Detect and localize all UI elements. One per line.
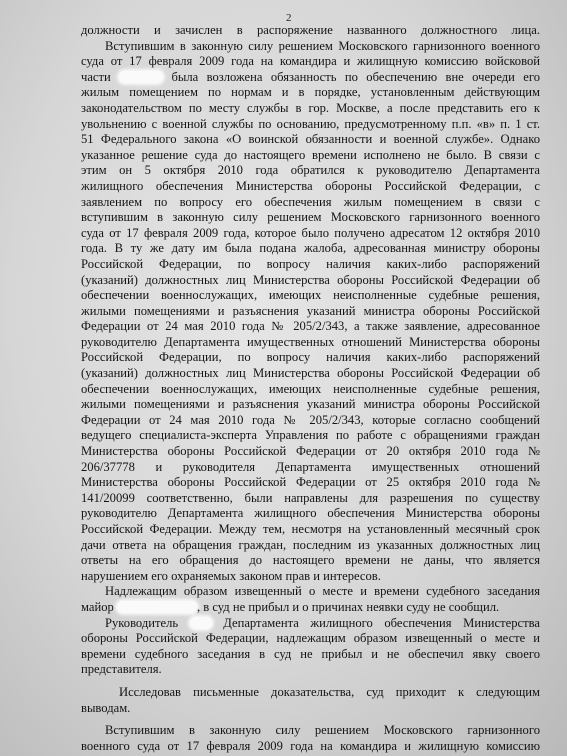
text-line: Министерства обороны Российской Федерации от 20 октября 2010 года № bbox=[81, 444, 540, 459]
text-line: дачи ответа на обращения граждан, последним из указанных должностных лиц bbox=[81, 537, 540, 552]
text-line: Российской Федерации, по вопросу наличия каких-либо распоряжений bbox=[81, 256, 540, 271]
text-line: обеспечении военнослужащих, имеющих неисполненные судебные решения, bbox=[81, 288, 540, 303]
text-line: 141/20099 соответственно, были направлены для разрешения по существу bbox=[81, 490, 540, 505]
text-line: Вступившим в законную силу решением Московского гарнизонного военного bbox=[105, 38, 540, 53]
text-line: 51 Федерального закона «О воинской обязанности и военной службе». Однако bbox=[81, 132, 540, 147]
text-line: (указаний) должностных лиц Министерства обороны Российской Федерации об bbox=[81, 272, 540, 287]
redaction-mark bbox=[190, 617, 212, 629]
text-fragment: была возложена обязанность по обеспечению вне очереди его bbox=[171, 69, 541, 84]
text-line: времени судебного заседания в суд не прибыл и не обеспечил явку своего bbox=[81, 646, 540, 661]
text-line: Федерации от 24 мая 2010 года № 205/2/343, а также заявление, адресованное bbox=[81, 319, 540, 334]
text-line: Федерации от 24 мая 2010 года № 205/2/343, которые согласно сообщений bbox=[81, 412, 540, 427]
document-body bbox=[81, 23, 540, 754]
text-line: военного суда от 17 февраля 2009 года на командира и жилищную комиссию bbox=[81, 738, 540, 753]
text-line: законодательством по месту службы в гор. Москве, а после представить его к bbox=[81, 100, 540, 115]
text-line: увольнению с военной службы по основанию, предусмотренному п.п. «в» п. 1 ст. bbox=[81, 116, 540, 131]
text-line: Надлежащим образом извещенный о месте и времени судебного заседания bbox=[105, 584, 540, 599]
text-line: Исследовав письменные доказательства, суд приходит к следующим bbox=[119, 684, 540, 699]
redaction-mark bbox=[117, 601, 197, 613]
text-line: Министерства обороны Российской Федерации от 25 октября 2010 года № bbox=[81, 475, 540, 490]
page-number: 2 bbox=[286, 12, 292, 24]
text-line: руководителю Департамента жилищного обеспечения Министерства обороны bbox=[81, 506, 540, 521]
text-line: указанное решение суда до настоящего времени исполнено не было. В связи с bbox=[81, 147, 540, 162]
text-line: должности и зачислен в распоряжение названного должностного лица. bbox=[81, 23, 540, 37]
text-line: руководителю Департамента имущественных отношений Министерства обороны bbox=[81, 334, 540, 349]
text-line: жилыми помещениями и разъяснения указаний министра обороны Российской bbox=[81, 397, 540, 412]
text-line bbox=[81, 70, 540, 86]
text-line: обороны Российской Федерации, надлежащим образом извещенный о месте и bbox=[81, 631, 540, 646]
text-line: года. В ту же дату им была подана жалоба, адресованная министру обороны bbox=[81, 241, 540, 256]
text-line bbox=[81, 600, 540, 616]
text-line: выводам. bbox=[81, 700, 131, 715]
text-line: вступившим в законную силу решением Московского гарнизонного военного bbox=[81, 210, 540, 225]
paragraph-gap bbox=[81, 716, 540, 723]
text-line: ответы на его обращения до настоящего времени не даны, что является bbox=[81, 553, 540, 568]
text-line: обеспечении военнослужащих, имеющих неисполненные судебные решения, bbox=[81, 381, 540, 396]
text-line: ведущего специалиста-эксперта Управления по работе с обращениями граждан bbox=[81, 428, 540, 443]
text-line: (указаний) должностных лиц Министерства обороны Российской Федерации об bbox=[81, 366, 540, 381]
paragraph-gap bbox=[81, 678, 540, 685]
text-fragment: части bbox=[81, 69, 111, 84]
text-line: жилым помещением по нормам и в порядке, установленным действующим bbox=[81, 85, 540, 100]
text-line: Российской Федерации, по вопросу наличия каких-либо распоряжений bbox=[81, 350, 540, 365]
text-line: заявлением по вопросу его обеспечения жилым помещением в связи с bbox=[81, 194, 540, 209]
text-line: жилыми помещениями и разъяснения указаний министра обороны Российской bbox=[81, 303, 540, 318]
redaction-mark bbox=[119, 71, 163, 83]
text-line: нарушением его охраняемых законом прав и интересов. bbox=[81, 568, 381, 583]
text-line: суда от 17 февраля 2009 года на командира и жилищную комиссию войсковой bbox=[81, 54, 540, 69]
text-line: Вступившим в законную силу решением Московского гарнизонного bbox=[105, 723, 540, 738]
text-line: суда от 17 февраля 2009 года, которое было получено адресатом 12 октября 2010 bbox=[81, 225, 540, 240]
text-line: Российской Федерации. Между тем, несмотря на установленный месячный срок bbox=[81, 522, 540, 536]
text-fragment: Департамента жилищного обеспечения Министерства bbox=[223, 615, 540, 630]
text-fragment: , в суд не прибыл и о причинах неявки суду не сообщил. bbox=[196, 599, 500, 614]
text-fragment: Руководитель bbox=[105, 615, 179, 630]
text-line bbox=[81, 616, 540, 632]
text-line: представителя. bbox=[81, 662, 162, 677]
text-line: 206/37778 и руководителя Департамента имущественных отношений bbox=[81, 459, 540, 474]
text-line: жилищного обеспечения Министерства обороны Российской Федерации, с bbox=[81, 178, 540, 193]
text-fragment: майор bbox=[81, 599, 114, 614]
text-line: этим он 5 октября 2010 года обратился к руководителю Департамента bbox=[81, 163, 540, 178]
